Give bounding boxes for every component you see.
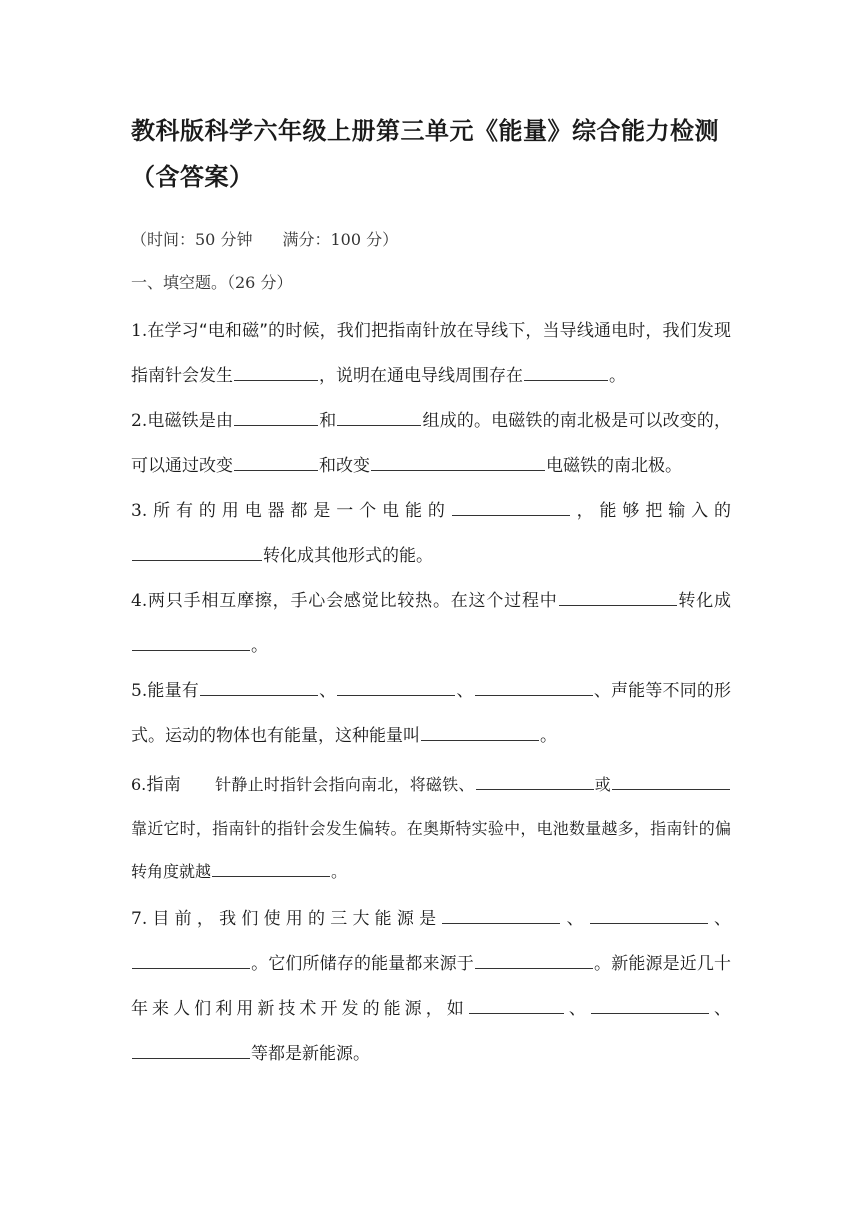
answer-blank[interactable] xyxy=(132,1040,250,1059)
answer-blank[interactable] xyxy=(452,497,570,516)
answer-blank[interactable] xyxy=(421,722,539,741)
document-title xyxy=(131,108,731,200)
answer-blank[interactable] xyxy=(524,362,608,381)
answer-blank[interactable] xyxy=(371,452,545,471)
exam-time: （时间：50 分钟 xyxy=(131,230,253,249)
answer-blank[interactable] xyxy=(132,950,250,969)
answer-blank[interactable] xyxy=(337,407,421,426)
answer-blank[interactable] xyxy=(442,905,560,924)
question-number: 7. xyxy=(131,909,148,929)
answer-blank[interactable] xyxy=(612,772,730,790)
answer-blank[interactable] xyxy=(475,677,593,696)
answer-blank[interactable] xyxy=(469,995,564,1014)
answer-blank[interactable] xyxy=(337,677,455,696)
document-page xyxy=(131,108,731,1077)
answer-blank[interactable] xyxy=(132,632,250,651)
exam-meta xyxy=(131,229,731,251)
question-number: 6. xyxy=(131,775,147,794)
answer-blank[interactable] xyxy=(476,772,594,790)
question-1: 1.在学习“电和磁”的时候，我们把指南针放在导线下，当导线通电时，我们发现指南针会发生 ，说明在通电导线周围存在 。 xyxy=(131,321,731,386)
exam-score: 满分：100 分） xyxy=(282,230,399,249)
answer-blank[interactable] xyxy=(234,452,318,471)
title-line-1: 教科版科学六年级上册第三单元《能量》综合能力检测 xyxy=(131,117,719,145)
answer-blank[interactable] xyxy=(234,362,318,381)
question-number: 5. xyxy=(131,681,148,701)
title-line-2: （含答案） xyxy=(131,163,254,191)
question-7: 7.目前，我们使用的三大能源是 、 、。它们所储存的能量都来源于 。新能源是近几十年来人们利用新技术开发的能源，如 、 、等都是新能源。 xyxy=(131,897,731,1077)
answer-blank[interactable] xyxy=(590,905,708,924)
answer-blank[interactable] xyxy=(234,407,318,426)
answer-blank[interactable] xyxy=(591,995,709,1014)
section-heading: 一、填空题。（26 分） xyxy=(131,273,293,292)
question-number: 1. xyxy=(131,321,148,341)
question-2: 2.电磁铁是由 和 组成的。电磁铁的南北极是可以改变的，可以通过改变 和改变 电磁铁的南北极。 xyxy=(131,399,731,489)
question-5: 5.能量有 、 、 、声能等不同的形式。运动的物体也有能量，这种能量叫 。 xyxy=(131,669,731,759)
answer-blank[interactable] xyxy=(475,950,593,969)
question-number: 2. xyxy=(131,411,148,431)
answer-blank[interactable] xyxy=(212,859,330,877)
answer-blank[interactable] xyxy=(132,542,262,561)
answer-blank[interactable] xyxy=(200,677,318,696)
question-4: 4.两只手相互摩擦，手心会感觉比较热。在这个过程中 转化成。 xyxy=(131,579,731,669)
answer-blank[interactable] xyxy=(559,587,677,606)
question-3: 3.所有的用电器都是一个电能的 ，能够把输入的转化成其他形式的能。 xyxy=(131,489,731,579)
question-number: 4. xyxy=(131,591,148,611)
question-6: 6.指南 针静止时指针会指向南北，将磁铁、 或靠近它时，指南针的指针会发生偏转。在奥斯特实验中，电池数量越多，指南针的偏转角度就越 。 xyxy=(131,763,731,893)
question-number: 3. xyxy=(131,501,148,521)
